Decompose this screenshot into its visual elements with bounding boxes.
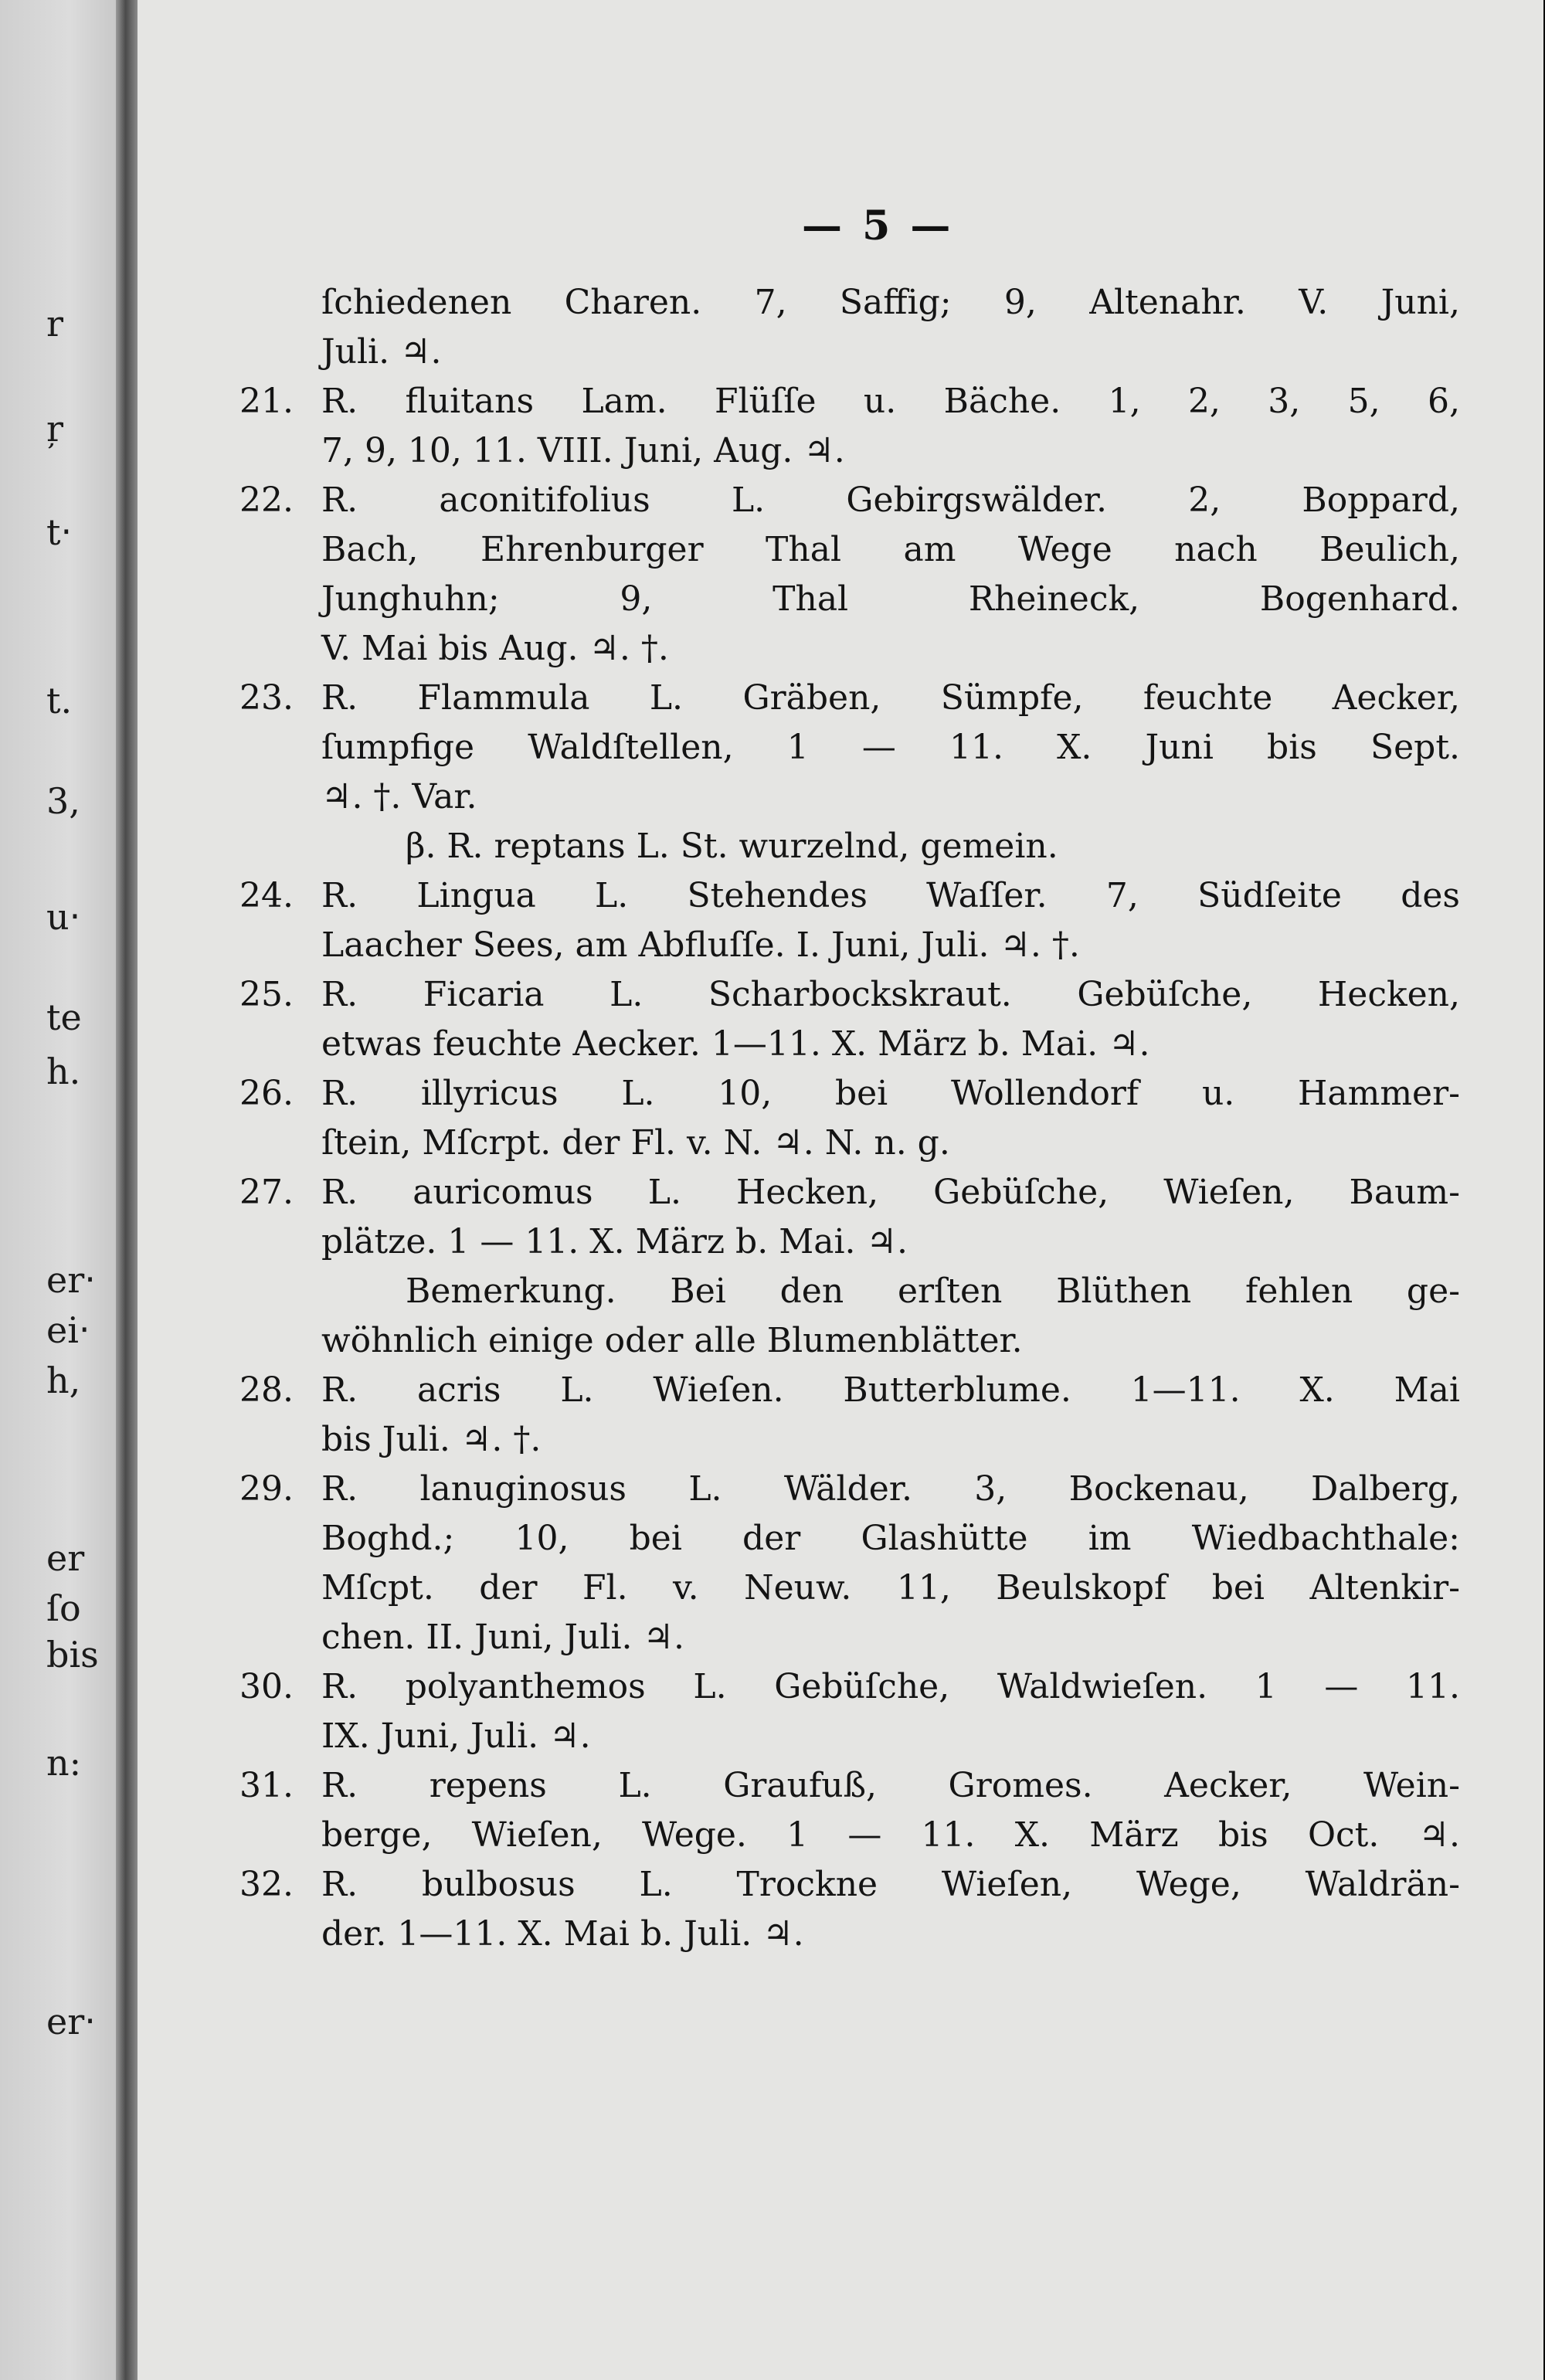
text-line: Boghd.; 10, bei der Glashütte im Wiedbachthale:: [321, 1519, 1460, 1558]
entry-text: R. Ficaria L. Scharbockskraut. Gebüſche, Hecken,: [321, 975, 1460, 1014]
text-line: Bach, Ehrenburger Thal am Wege nach Beulich,: [321, 530, 1460, 569]
page-text: [239, 278, 1460, 1959]
text-line: etwas feuchte Aecker. 1—11. X. März b. Mai. ♃.: [321, 1024, 1150, 1064]
text-line: 7, 9, 10, 11. VIII. Juni, Aug. ♃.: [321, 431, 845, 470]
text-line: IX. Juni, Juli. ♃.: [321, 1716, 591, 1756]
text-line: V. Mai bis Aug. ♃. †.: [321, 629, 669, 668]
text-line: plätze. 1 — 11. X. März b. Mai. ♃.: [321, 1222, 908, 1261]
entry-text: R. Lingua L. Stehendes Waſſer. 7, Südſeite des: [321, 876, 1460, 915]
entry-text: R. fluitans Lam. Flüſſe u. Bäche. 1, 2, 3, 5, 6,: [321, 382, 1460, 421]
text-line: Junghuhn; 9, Thal Rheineck, Bogenhard.: [321, 579, 1460, 619]
left-fragment: h,: [46, 1360, 81, 1401]
left-fragment: er‧: [46, 2001, 96, 2042]
variety-line: β. R. reptans L. St. wurzelnd, gemein.: [406, 827, 1058, 866]
entry-text: R. Flammula L. Gräben, Sümpfe, feuchte Aecker,: [321, 678, 1460, 718]
entry-29: [239, 1465, 1460, 1514]
entry-text: R. repens L. Graufuß, Gromes. Aecker, Wein-: [321, 1766, 1460, 1805]
left-fragment: t.: [46, 680, 73, 721]
text-line: berge, Wieſen, Wege. 1 — 11. X. März bis Oct. ♃.: [321, 1815, 1460, 1855]
entry-text: R. auricomus L. Hecken, Gebüſche, Wieſen, Baum-: [321, 1173, 1460, 1212]
text-line: ſchiedenen Charen. 7, Saffig; 9, Altenahr. V. Juni,: [321, 283, 1460, 322]
entry-30: [239, 1662, 1460, 1712]
text-line: wöhnlich einige oder alle Blumenblätter.: [321, 1321, 1023, 1360]
entry-number: 24.: [239, 876, 294, 915]
left-fragment: er: [46, 1537, 85, 1579]
entry-number: 26.: [239, 1074, 294, 1113]
left-fragment: te: [46, 996, 82, 1038]
book-gutter: [116, 0, 138, 2380]
left-fragment: t‧: [46, 511, 73, 553]
entry-25: [239, 970, 1460, 1020]
entry-number: 29.: [239, 1469, 294, 1509]
text-line: ſumpfige Waldſtellen, 1 — 11. X. Juni bis Sept.: [321, 728, 1460, 767]
entry-text: R. lanuginosus L. Wälder. 3, Bockenau, Dalberg,: [321, 1469, 1460, 1509]
left-fragment: r: [46, 303, 63, 345]
text-line: Juli. ♃.: [321, 332, 442, 372]
left-fragment: 3,: [46, 780, 80, 822]
entry-text: R. acris L. Wieſen. Butterblume. 1—11. X. Mai: [321, 1370, 1460, 1410]
entry-22: [239, 476, 1460, 525]
left-page-edge: [0, 0, 116, 2380]
entry-31: [239, 1761, 1460, 1811]
text-line: Laacher Sees, am Abfluſſe. I. Juni, Juli. ♃. †.: [321, 925, 1080, 965]
entry-26: [239, 1069, 1460, 1119]
left-fragment: h.: [46, 1051, 81, 1092]
entry-text: R. bulbosus L. Trockne Wieſen, Wege, Waldrän-: [321, 1865, 1460, 1904]
entry-21: [239, 377, 1460, 426]
entry-number: 31.: [239, 1766, 294, 1805]
entry-number: 22.: [239, 480, 294, 520]
entry-24: [239, 871, 1460, 921]
page-number: — 5 —: [802, 202, 954, 250]
text-line: chen. II. Juni, Juli. ♃.: [321, 1618, 684, 1657]
text-line: bis Juli. ♃. †.: [321, 1420, 542, 1459]
text-line: der. 1—11. X. Mai b. Juli. ♃.: [321, 1914, 804, 1954]
entry-27: [239, 1168, 1460, 1217]
entry-23: [239, 674, 1460, 723]
left-fragment: ei‧: [46, 1309, 90, 1351]
entry-text: R. illyricus L. 10, bei Wollendorf u. Hammer-: [321, 1074, 1460, 1113]
entry-28: [239, 1366, 1460, 1415]
entry-number: 30.: [239, 1667, 294, 1706]
remark-line: Bemerkung. Bei den erſten Blüthen fehlen ge-: [406, 1271, 1460, 1311]
text-line: ♃. †. Var.: [321, 777, 477, 817]
entry-text: R. aconitifolius L. Gebirgswälder. 2, Boppard,: [321, 480, 1460, 520]
left-fragment: ſo: [46, 1587, 81, 1629]
entry-number: 28.: [239, 1370, 294, 1410]
entry-number: 27.: [239, 1173, 294, 1212]
entry-number: 25.: [239, 975, 294, 1014]
left-fragment: er‧: [46, 1259, 96, 1301]
text-line: ſtein, Mſcrpt. der Fl. v. N. ♃. N. n. g.: [321, 1123, 950, 1163]
left-fragment: u‧: [46, 896, 81, 938]
entry-32: [239, 1860, 1460, 1910]
text-line: Mſcpt. der Fl. v. Neuw. 11, Beulskopf bei Altenkir-: [321, 1568, 1460, 1608]
entry-number: 21.: [239, 382, 294, 421]
entry-number: 32.: [239, 1865, 294, 1904]
left-fragment: bis: [46, 1634, 99, 1676]
entry-text: R. polyanthemos L. Gebüſche, Waldwieſen. 1 — 11.: [321, 1667, 1460, 1706]
left-fragment: ŗ: [46, 408, 63, 450]
left-fragment: n:: [46, 1742, 82, 1784]
book-page: [138, 0, 1543, 2380]
entry-number: 23.: [239, 678, 294, 718]
